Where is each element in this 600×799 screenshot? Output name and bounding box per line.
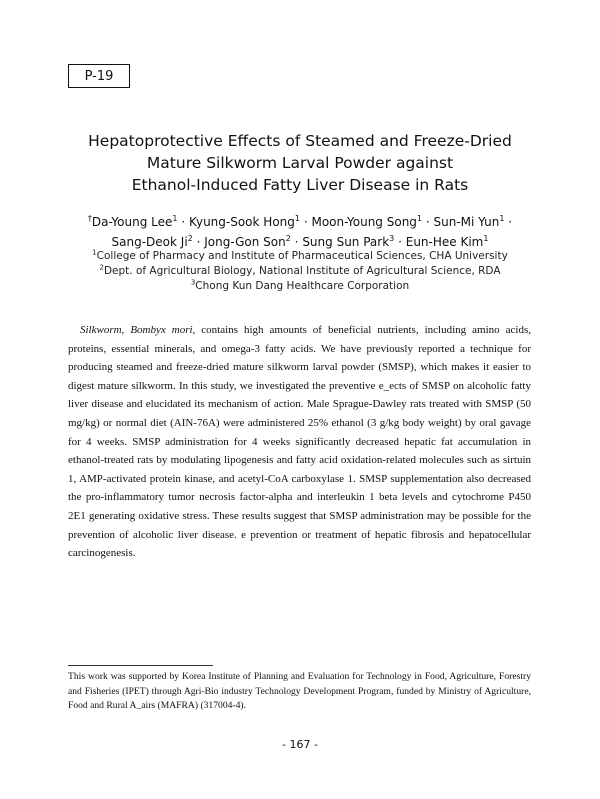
author (311, 215, 422, 229)
affiliation (40, 279, 560, 294)
footnote-divider (68, 665, 213, 666)
author-affil: 1 (294, 214, 300, 223)
affiliation-number: 1 (92, 248, 97, 257)
author-name: Kyung-Sook Hong (188, 215, 295, 229)
author-separator: · (196, 235, 201, 249)
abstract-text: , contains high amounts of beneficial nutrients, including amino acids, proteins, essential minerals, and omega-3 fatty acids. We have previously reported a technique for producing steamed and freeze-dried mature silkworm larval powder (SMSP), which makes it easier to digest mature silkworm. In this study, we investigated the preventive e_ects of SMSP on alcoholic fatty liver disease and elucidated its mechanism of action. Male Sprague-Dawley rats treated with SMSP (50 mg/kg) or normal diet (AIN-76A) were administered 25% ethanol (3 g/kg body weight) by oral gavage for 4 weeks. SMSP administration for 4 weeks significantly decreased hepatic fat accumulation in ethanol-treated rats by modulating lipogenesis and fatty acid oxidation-related molecules such as sirtuin 1, AMP-activated protein kinase, and acetyl-CoA carboxylase 1. SMSP supplementation also decreased the pro-inflammatory tumor necrosis factor-alpha and interleukin 1 beta levels and cytochrome P450 2E1 generating oxidative stress. These results suggest that SMSP administration may be possible for the prevention of alcoholic liver disease. e prevention or treatment of hepatic fibrosis and hepatocellular carcinogenesis. (68, 324, 531, 560)
author-name: Sung Sun Park (302, 235, 390, 249)
paper-title (60, 130, 540, 196)
author (189, 215, 300, 229)
author (434, 215, 505, 229)
author-name: Eun-Hee Kim (405, 235, 484, 249)
author-name: Sang-Deok Ji (111, 235, 188, 249)
author-line (40, 212, 560, 232)
author (88, 215, 178, 229)
author-separator: · (181, 215, 186, 229)
affiliation-list (40, 249, 560, 294)
affiliation (40, 264, 560, 279)
author-separator: · (303, 215, 308, 229)
affiliation-text: College of Pharmacy and Institute of Pharmaceutical Sciences, CHA University (96, 250, 508, 262)
author-separator: · (425, 215, 430, 229)
author-name: Da-Young Lee (91, 215, 173, 229)
author-affil: 2 (187, 234, 193, 243)
author-name: Moon-Young Song (311, 215, 417, 229)
corresponding-mark: † (87, 214, 92, 223)
author-name: Jong-Gon Son (204, 235, 286, 249)
affiliation-number: 3 (190, 278, 196, 287)
session-badge: P-19 (68, 64, 130, 88)
author (112, 235, 193, 249)
affiliation (40, 249, 560, 264)
affiliation-text: Chong Kun Dang Healthcare Corporation (195, 280, 410, 292)
title-line: Hepatoprotective Effects of Steamed and Freeze-Dried (88, 132, 512, 150)
author (406, 235, 489, 249)
author-affil: 1 (483, 234, 489, 243)
author-affil: 1 (499, 214, 505, 223)
abstract-paragraph (68, 321, 531, 563)
author-separator: · (508, 215, 513, 229)
author-separator: · (398, 235, 402, 249)
author-affil: 1 (416, 214, 423, 223)
author-separator: · (294, 235, 299, 249)
author-affil: 2 (285, 234, 291, 243)
author (302, 235, 394, 249)
author-list (40, 212, 560, 252)
author-affil: 1 (172, 214, 178, 223)
author-name: Sun-Mi Yun (433, 215, 500, 229)
title-line: Ethanol-Induced Fatty Liver Disease in Rats (131, 176, 469, 194)
author-affil: 3 (389, 234, 395, 243)
author (204, 235, 291, 249)
page-number: - 167 - (282, 738, 318, 751)
abstract-italic-lead: Silkworm, Bombyx mori (80, 324, 193, 336)
funding-footnote: This work was supported by Korea Institute of Planning and Evaluation for Technology in Food, Agriculture, Forestry and Fisheries (IPET) through Agri-Bio industry Technology Development Program, funded by Ministry of Agriculture, Food and Rural A_airs (MAFRA) (317004-4). (68, 671, 531, 711)
title-line: Mature Silkworm Larval Powder against (146, 154, 454, 172)
affiliation-number: 2 (99, 263, 104, 272)
affiliation-text: Dept. of Agricultural Biology, National Institute of Agricultural Science, RDA (103, 265, 501, 277)
